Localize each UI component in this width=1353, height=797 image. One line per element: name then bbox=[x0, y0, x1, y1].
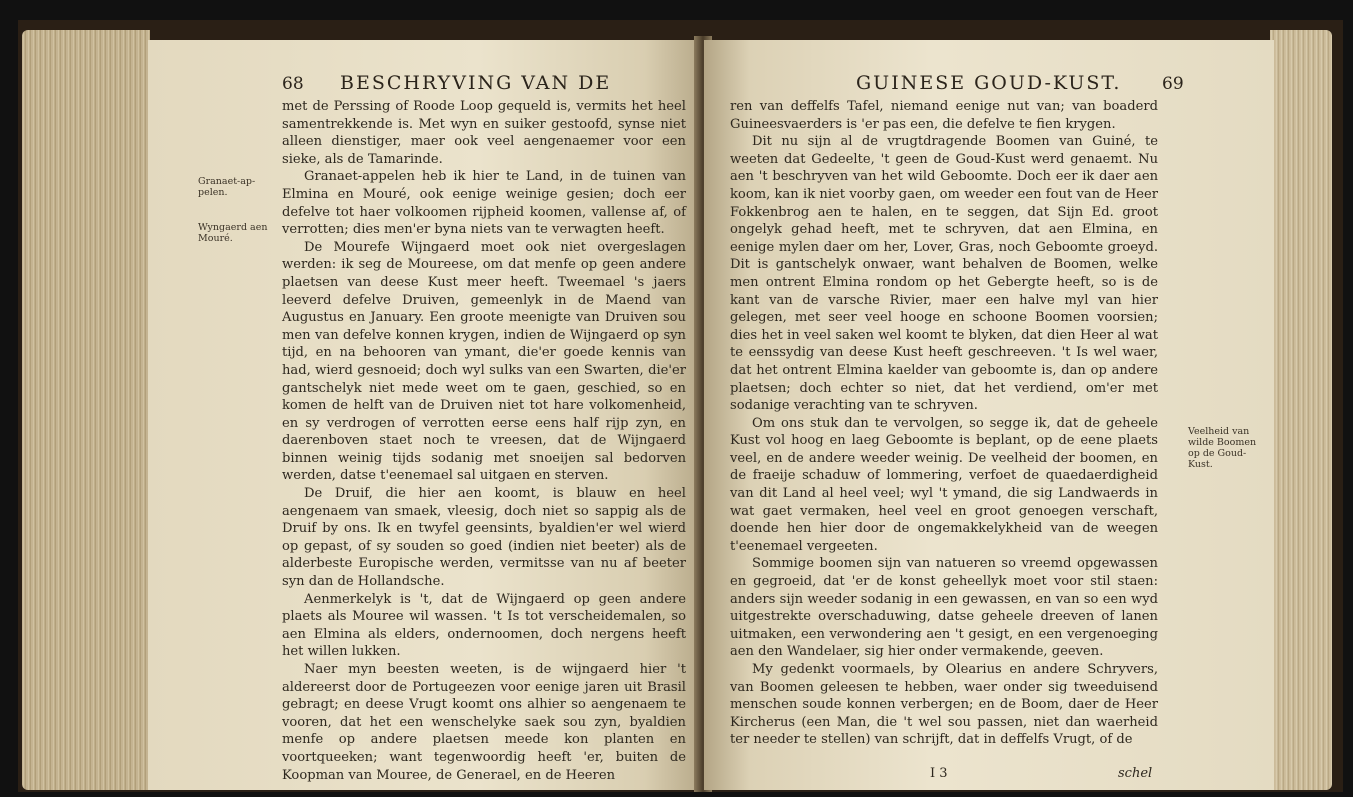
catchword: schel bbox=[1118, 766, 1153, 781]
page-number: 68 bbox=[282, 74, 304, 94]
paragraph: De Mourefe Wijngaerd moet ook niet overgeslagen werden: ik seg de Moureese, om dat menfe op geen andere plaetsen van deese Kust meer heeft. Tweemael 's jaers leeverd defelve Druiven, gemeenlyk in de Maend van Augustus en January. Een groote meenigte van Druiven sou men van defelve konnen krygen, indien de Wijngaerd op syn tijd, en na behooren van ymant, die'er goede kennis van had, wierd gesnoeid; doch wyl sulks van een Swarten, die'er gantschelyk niet mede weet om te gaen, geschied, so en komen de helft van de Druiven niet tot hare volkomenheid, en sy verdrogen of verrotten eerse eens half rijp zyn, en daerenboven staet noch te vreesen, dat de Wijngaerd binnen weinig tijds sodanig met snoeijen sal bedorven werden, datse t'eenemael sal uitgaen en sterven. bbox=[282, 239, 686, 484]
side-note: Granaet-ap-pelen. bbox=[198, 176, 256, 198]
side-note: Wyngaerd aen Mouré. bbox=[198, 222, 268, 244]
paragraph: My gedenkt voormaels, by Olearius en andere Schryvers, van Boomen geleesen te hebben, waer onder sig tweeduisend menschen soude konnen verbergen; en de Boom, daer de Heer Kircherus (een Man, die 't wel sou passen, niet dan waerheid ter needer te stellen) van schrijft, dat in deffelfs Vrugt, of de bbox=[730, 662, 1158, 748]
left-page bbox=[148, 40, 700, 790]
paragraph: met de Perssing of Roode Loop gequeld is, vermits het heel samentrekkende is. Met wyn en suiker gestoofd, synse niet alleen dienstiger, maer ook veel aengenaemer voor een sieke, als de Tamarinde. bbox=[282, 99, 686, 167]
paragraph: ren van deffelfs Tafel, niemand eenige nut van; van boaderd Guineesvaerders is 'er pas een, die defelve te fien krygen. bbox=[730, 99, 1158, 132]
paragraph: Granaet-appelen heb ik hier te Land, in de tuinen van Elmina en Mouré, ook eenige weinige gesien; doch eer defelve tot haer volkoomen rijpheid koomen, vallense af, of verrotten; dies men'er byna niets van te verwagten heeft. bbox=[282, 169, 686, 238]
running-head: GUINESE GOUD-KUST. bbox=[856, 72, 1122, 94]
body-text bbox=[282, 98, 686, 784]
paragraph: Dit nu sijn al de vrugtdragende Boomen van Guiné, te weeten dat Gedeelte, 't geen de Goud-Kust werd genaemt. Nu aen 't beschryven van het wild Geboomte. Doch eer ik daer aen koom, kan ik niet voorby gaen, om weeder een fout van de Heer Fokkenbrog aen te halen, en te seggen, dat Sijn Ed. groot ongelyk gehad heeft, met te schryven, dat aen Elmina, en eenige mylen daer om her, Lover, Gras, noch Geboomte groeyd. Dit is gantschelyk onwaer, want behalven de Boomen, welke men ontrent Elmina rondom op het Gebergte heeft, so is de kant van de varsche Rivier, maer een halve myl van hier gelegen, met seer veel hooge en schoone Boomen voorsien; dies het in veel saken wel koomt te blyken, dat dien Heer al wat te eenssydig van deese Kust heeft geschreeven. 't Is wel waer, dat het ontrent Elmina kaelder van geboomte is, dan op andere plaetsen; doch echter so niet, dat het verdiend, om'er met sodanige verachting van te schryven. bbox=[730, 134, 1158, 414]
body-text bbox=[730, 98, 1158, 749]
right-page bbox=[704, 40, 1274, 790]
paragraph: De Druif, die hier aen koomt, is blauw en heel aengenaem van smaek, vleesig, doch niet so sappig als de Druif by ons. Ik en twyfel geensints, byaldien'er wel wierd op gepast, of sy souden so goed (indien niet beeter) als de alderbeste Europische werden, vermitsse van nu af beeter syn dan de Hollandsche. bbox=[282, 486, 686, 590]
paragraph: Om ons stuk dan te vervolgen, so segge ik, dat de geheele Kust vol hoog en laeg Geboomte is beplant, op de eene plaets veel, en de andere weeder weinig. De veelheid der boomen, en de fraeije schaduw of lommering, verfoet de quaedaerdigheid van dit Land al heel veel; wyl 't ymand, die sig Landwaerds in wat gaet vermaken, heel veel en groot genoegen verschaft, doende hen hier door de ongemakkelykheid van de weegen t'eenemael vergeeten. bbox=[730, 415, 1158, 554]
signature-mark: I 3 bbox=[930, 766, 948, 781]
page-edges-right bbox=[1270, 30, 1332, 790]
paragraph: Sommige boomen sijn van natueren so vreemd opgewassen en gegroeid, dat 'er de konst geheellyk moet voor stil staen: anders sijn weeder sodanig in een gewassen, en van so een wyd uitgestrekte overschaduwing, datse geheele dreeven of lanen uitmaken, een verwondering aen 't gesigt, en een vergenoeging aen den Wandelaer, sig hier onder vermakende, geeven. bbox=[730, 556, 1158, 660]
paragraph: Aenmerkelyk is 't, dat de Wijngaerd op geen andere plaets als Mouree wil wassen. 't Is tot verscheidemalen, so aen Elmina als elders, ondernoomen, doch nergens heeft het willen lukken. bbox=[282, 591, 686, 660]
page-number: 69 bbox=[1162, 74, 1184, 94]
side-note: Veelheid van wilde Boomen op de Goud-Kust. bbox=[1188, 426, 1257, 470]
running-head: BESCHRYVING VAN DE bbox=[340, 72, 612, 94]
paragraph: Naer myn beesten weeten, is de wijngaerd hier 't aldereerst door de Portugeezen voor eenige jaren uit Brasil gebragt; en deese Vrugt koomt ons alhier so aengenaem te vooren, dat het een wenschelyke saek sou zyn, byaldien menfe op andere plaetsen meede kon planten en voortqueeken; want tegenwoordig heeft 'er, buiten de Koopman van Mouree, de Generael, en de Heeren bbox=[282, 662, 686, 783]
page-edges-left bbox=[22, 30, 150, 790]
